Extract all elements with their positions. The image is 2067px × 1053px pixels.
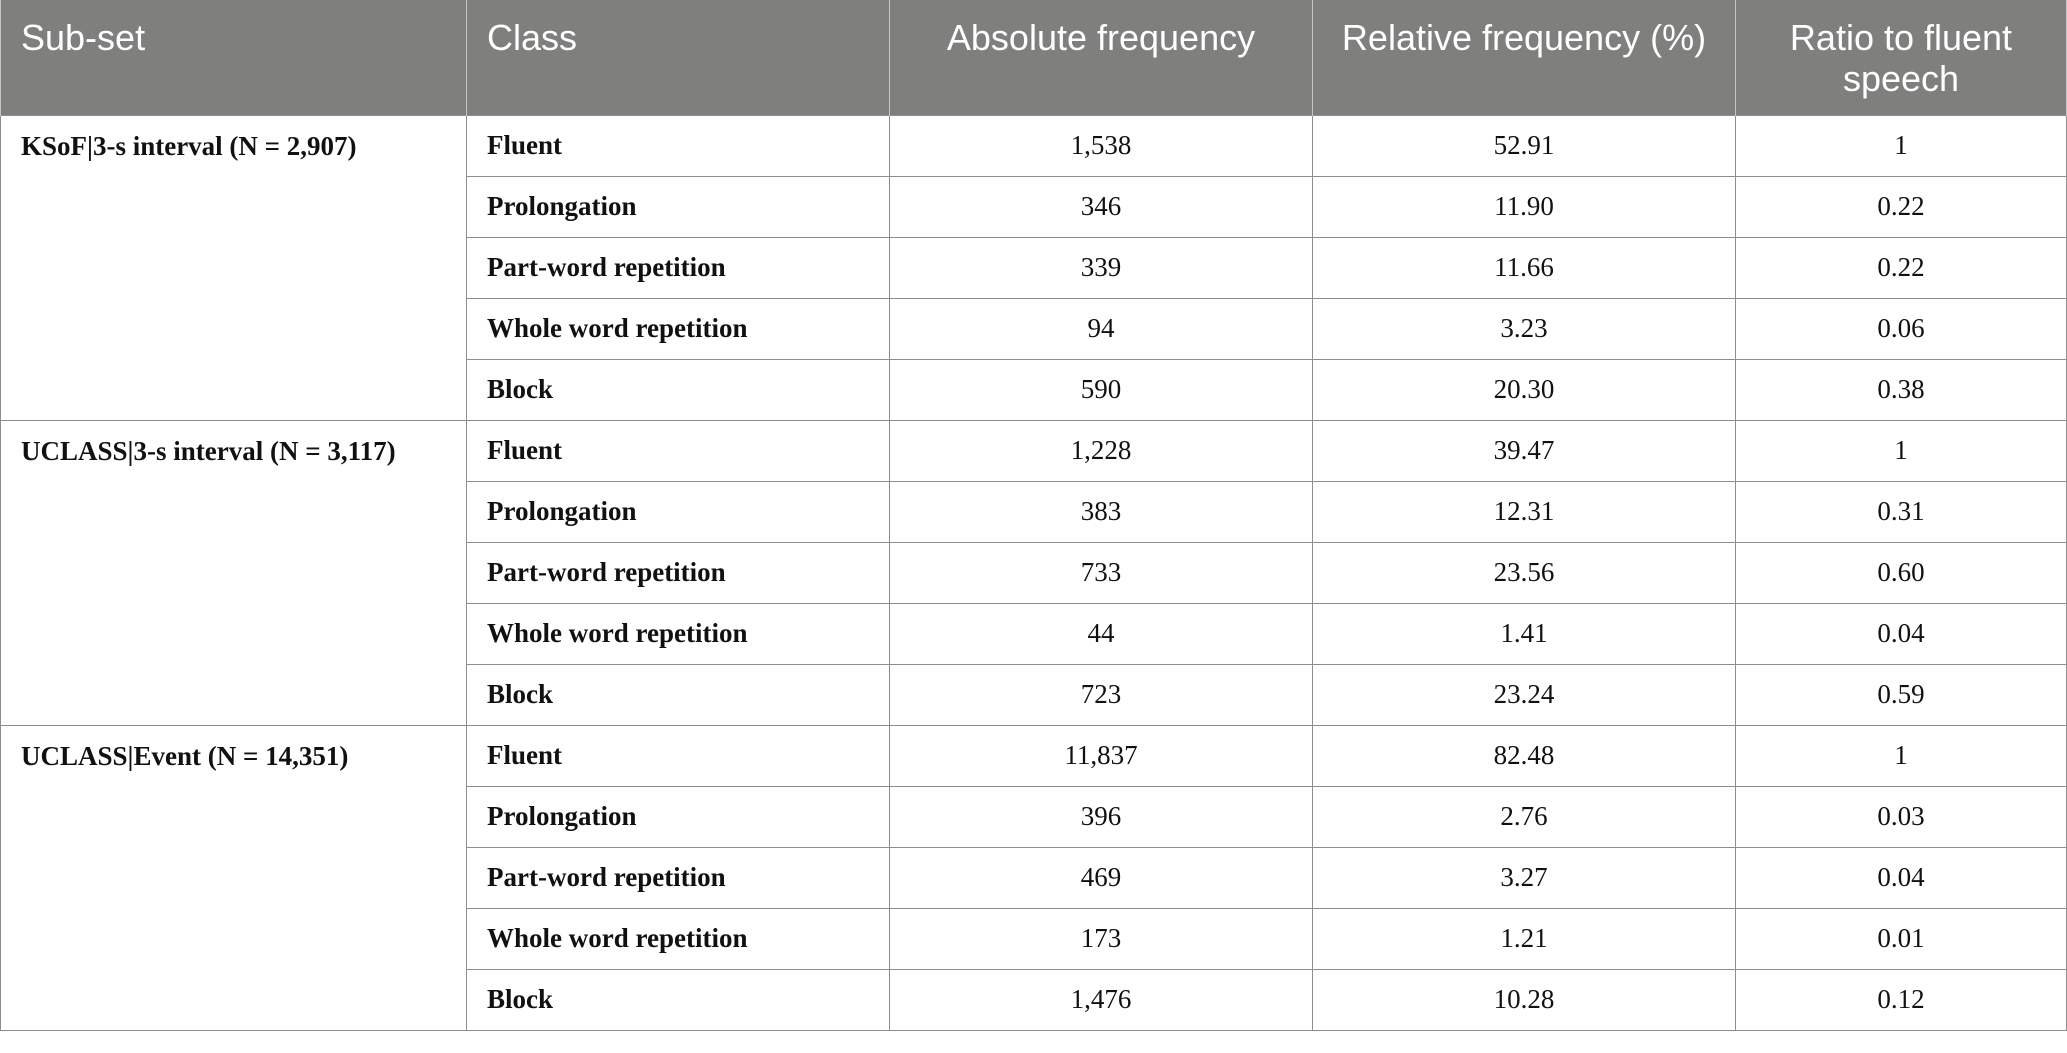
class-cell: Block (467, 664, 890, 725)
ratio-cell: 0.22 (1736, 237, 2067, 298)
absolute-cell: 590 (890, 359, 1313, 420)
absolute-cell: 94 (890, 298, 1313, 359)
relative-cell: 11.90 (1313, 176, 1736, 237)
subset-label: KSoF|3-s interval (N = 2,907) (1, 115, 467, 420)
ratio-cell: 0.38 (1736, 359, 2067, 420)
class-cell: Whole word repetition (467, 908, 890, 969)
table-body (1, 115, 2067, 1030)
ratio-cell: 0.04 (1736, 847, 2067, 908)
relative-cell: 23.24 (1313, 664, 1736, 725)
relative-cell: 52.91 (1313, 115, 1736, 176)
relative-cell: 3.27 (1313, 847, 1736, 908)
subset-label: UCLASS|3-s interval (N = 3,117) (1, 420, 467, 725)
ratio-cell: 0.60 (1736, 542, 2067, 603)
ratio-cell: 0.12 (1736, 969, 2067, 1030)
class-cell: Fluent (467, 725, 890, 786)
absolute-cell: 346 (890, 176, 1313, 237)
ratio-cell: 1 (1736, 725, 2067, 786)
absolute-cell: 44 (890, 603, 1313, 664)
relative-cell: 1.21 (1313, 908, 1736, 969)
relative-cell: 20.30 (1313, 359, 1736, 420)
class-cell: Whole word repetition (467, 298, 890, 359)
absolute-cell: 1,538 (890, 115, 1313, 176)
ratio-cell: 1 (1736, 420, 2067, 481)
relative-cell: 3.23 (1313, 298, 1736, 359)
table-header (1, 0, 2067, 115)
class-cell: Part-word repetition (467, 847, 890, 908)
absolute-cell: 733 (890, 542, 1313, 603)
table-row (1, 420, 2067, 481)
header-absolute-frequency: Absolute frequency (890, 0, 1313, 115)
table-row (1, 115, 2067, 176)
relative-cell: 39.47 (1313, 420, 1736, 481)
ratio-cell: 0.59 (1736, 664, 2067, 725)
absolute-cell: 11,837 (890, 725, 1313, 786)
class-cell: Prolongation (467, 176, 890, 237)
relative-cell: 1.41 (1313, 603, 1736, 664)
class-cell: Prolongation (467, 786, 890, 847)
absolute-cell: 383 (890, 481, 1313, 542)
ratio-cell: 0.31 (1736, 481, 2067, 542)
class-cell: Part-word repetition (467, 237, 890, 298)
ratio-cell: 1 (1736, 115, 2067, 176)
ratio-cell: 0.22 (1736, 176, 2067, 237)
relative-cell: 2.76 (1313, 786, 1736, 847)
absolute-cell: 723 (890, 664, 1313, 725)
relative-cell: 12.31 (1313, 481, 1736, 542)
relative-cell: 82.48 (1313, 725, 1736, 786)
class-cell: Whole word repetition (467, 603, 890, 664)
absolute-cell: 173 (890, 908, 1313, 969)
class-cell: Prolongation (467, 481, 890, 542)
class-cell: Block (467, 969, 890, 1030)
header-relative-frequency: Relative frequency (%) (1313, 0, 1736, 115)
header-ratio-to-fluent: Ratio to fluent speech (1736, 0, 2067, 115)
relative-cell: 11.66 (1313, 237, 1736, 298)
relative-cell: 23.56 (1313, 542, 1736, 603)
class-cell: Fluent (467, 420, 890, 481)
header-class: Class (467, 0, 890, 115)
subset-label: UCLASS|Event (N = 14,351) (1, 725, 467, 1030)
relative-cell: 10.28 (1313, 969, 1736, 1030)
ratio-cell: 0.06 (1736, 298, 2067, 359)
absolute-cell: 1,476 (890, 969, 1313, 1030)
table-row (1, 725, 2067, 786)
class-cell: Fluent (467, 115, 890, 176)
class-cell: Part-word repetition (467, 542, 890, 603)
class-cell: Block (467, 359, 890, 420)
absolute-cell: 1,228 (890, 420, 1313, 481)
absolute-cell: 339 (890, 237, 1313, 298)
header-subset: Sub-set (1, 0, 467, 115)
ratio-cell: 0.04 (1736, 603, 2067, 664)
ratio-cell: 0.01 (1736, 908, 2067, 969)
header-row (1, 0, 2067, 115)
absolute-cell: 469 (890, 847, 1313, 908)
ratio-cell: 0.03 (1736, 786, 2067, 847)
absolute-cell: 396 (890, 786, 1313, 847)
